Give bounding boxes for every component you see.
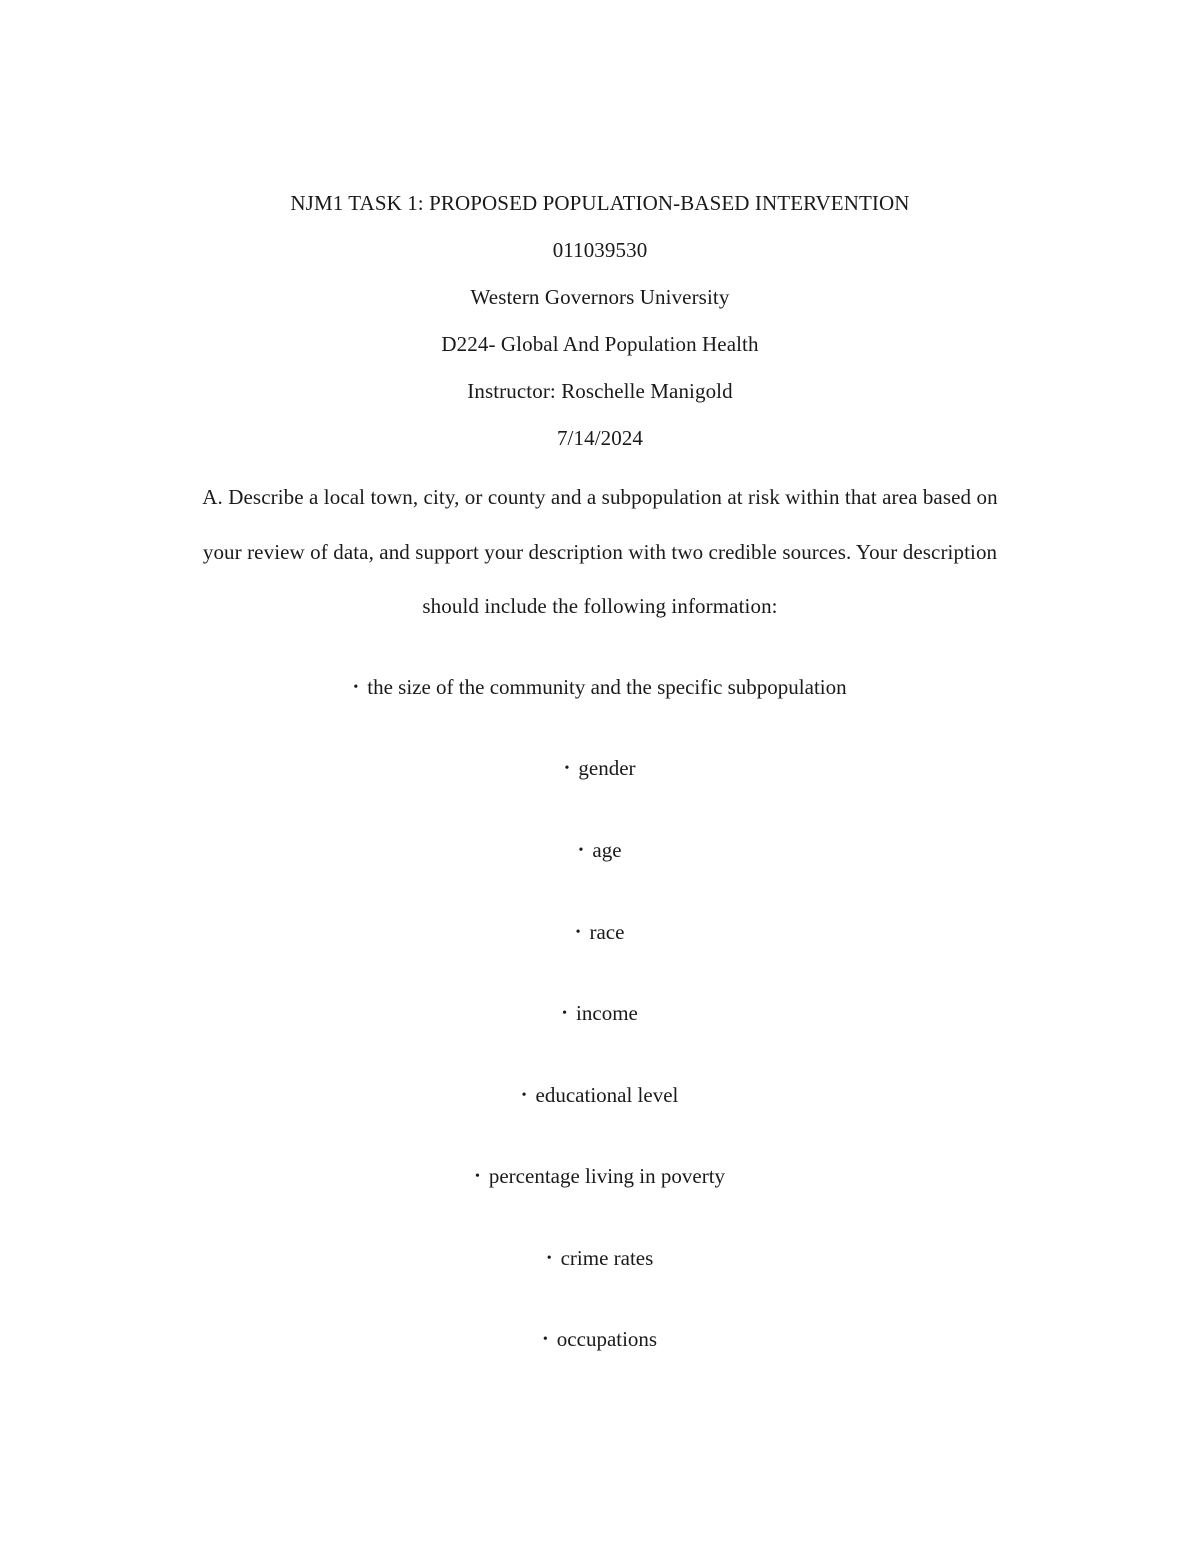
bullet-icon: •	[353, 680, 359, 695]
list-item	[0, 1327, 1200, 1352]
list-item-text: percentage living in poverty	[488, 1164, 726, 1188]
list-item-text: income	[576, 1001, 638, 1025]
prompt-line-1: A. Describe a local town, city, or county and a subpopulation at risk within that area based on	[202, 485, 998, 509]
bullet-icon: •	[578, 843, 584, 858]
list-item-text: age	[592, 838, 622, 862]
list-item-text: race	[589, 920, 625, 944]
list-item	[0, 1164, 1200, 1189]
list-item	[0, 1001, 1200, 1026]
bullet-icon: •	[521, 1088, 527, 1103]
bullet-icon: •	[474, 1169, 480, 1184]
list-item	[0, 920, 1200, 945]
student-id: 011039530	[552, 238, 648, 262]
bullet-icon: •	[575, 925, 581, 940]
list-item-text: occupations	[556, 1327, 658, 1351]
bullet-icon: •	[542, 1332, 548, 1347]
list-item-text: educational level	[535, 1083, 679, 1107]
bullet-icon: •	[564, 761, 570, 776]
list-item-text: gender	[578, 756, 636, 780]
course-name: D224- Global And Population Health	[441, 332, 759, 356]
prompt-line-3: should include the following information:	[422, 594, 778, 618]
paper-title: NJM1 TASK 1: PROPOSED POPULATION-BASED INTERVENTION	[290, 191, 910, 215]
list-item	[0, 675, 1200, 700]
list-item-text: the size of the community and the specific subpopulation	[367, 675, 847, 699]
list-item	[0, 756, 1200, 781]
prompt-line-2: your review of data, and support your description with two credible sources. Your description	[202, 540, 998, 564]
bullet-icon: •	[562, 1006, 568, 1021]
list-item	[0, 838, 1200, 863]
list-item	[0, 1246, 1200, 1271]
list-item	[0, 1083, 1200, 1108]
list-item-text: crime rates	[560, 1246, 654, 1270]
instructor-name: Instructor: Roschelle Manigold	[467, 379, 733, 403]
university-name: Western Governors University	[470, 285, 730, 309]
submission-date: 7/14/2024	[556, 426, 644, 450]
bullet-icon: •	[546, 1251, 552, 1266]
